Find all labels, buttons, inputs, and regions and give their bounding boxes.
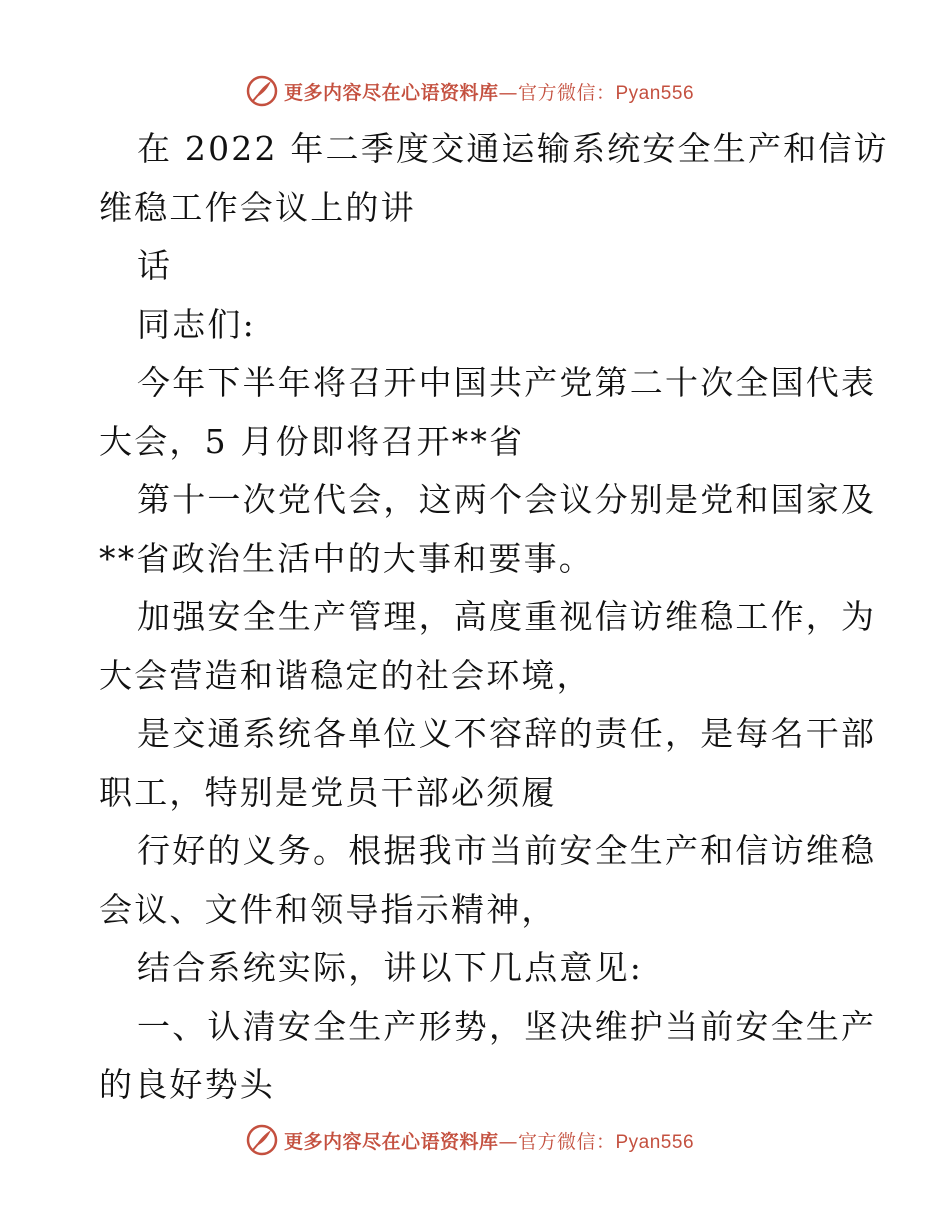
watermark-text: [284, 78, 694, 105]
watermark-contact-id: Pyan556: [615, 1131, 695, 1153]
paragraph-line: 一、认清安全生产形势，坚决维护当前安全生产: [137, 1006, 877, 1046]
paragraph-line: **省政治生活中的大事和要事。: [99, 538, 594, 578]
paragraph-line: 职工，特别是党员干部必须履: [99, 772, 557, 812]
quill-logo-icon: [246, 1124, 278, 1156]
paragraph-line: 话: [137, 246, 173, 285]
paragraph-line: 今年下半年将召开中国共产党第二十次全国代表: [137, 363, 877, 402]
watermark-separator: —: [498, 1130, 518, 1153]
watermark-contact-label: 官方微信：: [517, 1130, 616, 1153]
paragraph-line: 大会营造和谐稳定的社会环境，: [99, 655, 592, 695]
paragraph-line: 第十一次党代会，这两个会议分别是党和国家及: [137, 480, 877, 519]
paragraph-line: 在 2022 年二季度交通运输系统安全生产和信访: [137, 129, 889, 168]
watermark-site: 更多内容尽在心语资料库: [283, 1130, 499, 1153]
watermark-site: 更多内容尽在心语资料库: [283, 81, 499, 104]
watermark-separator: —: [498, 81, 518, 104]
paragraph-line: 同志们:: [137, 304, 256, 344]
paragraph-line: 大会，5 月份即将召开**省: [99, 421, 525, 461]
watermark-text: [284, 1127, 694, 1154]
watermark-contact-id: Pyan556: [615, 82, 695, 104]
watermark-group: [246, 75, 694, 107]
paragraph-line: 的良好势头: [99, 1065, 275, 1104]
document-body: [99, 120, 889, 1115]
paragraph-line: 维稳工作会议上的讲: [99, 187, 416, 227]
paragraph-line: 是交通系统各单位义不容辞的责任，是每名干部: [137, 714, 877, 753]
header-watermark: [0, 71, 950, 111]
paragraph-line: 加强安全生产管理，高度重视信访维稳工作，为: [137, 597, 877, 636]
watermark-contact-label: 官方微信：: [517, 81, 616, 104]
paragraph-line: 结合系统实际，讲以下几点意见:: [137, 948, 644, 987]
quill-logo-icon: [246, 75, 278, 107]
watermark-group: [246, 1124, 694, 1156]
paragraph-line: 会议、文件和领导指示精神，: [99, 889, 557, 929]
paragraph-line: 行好的义务。根据我市当前安全生产和信访维稳: [137, 831, 877, 870]
footer-watermark: [0, 1120, 950, 1160]
